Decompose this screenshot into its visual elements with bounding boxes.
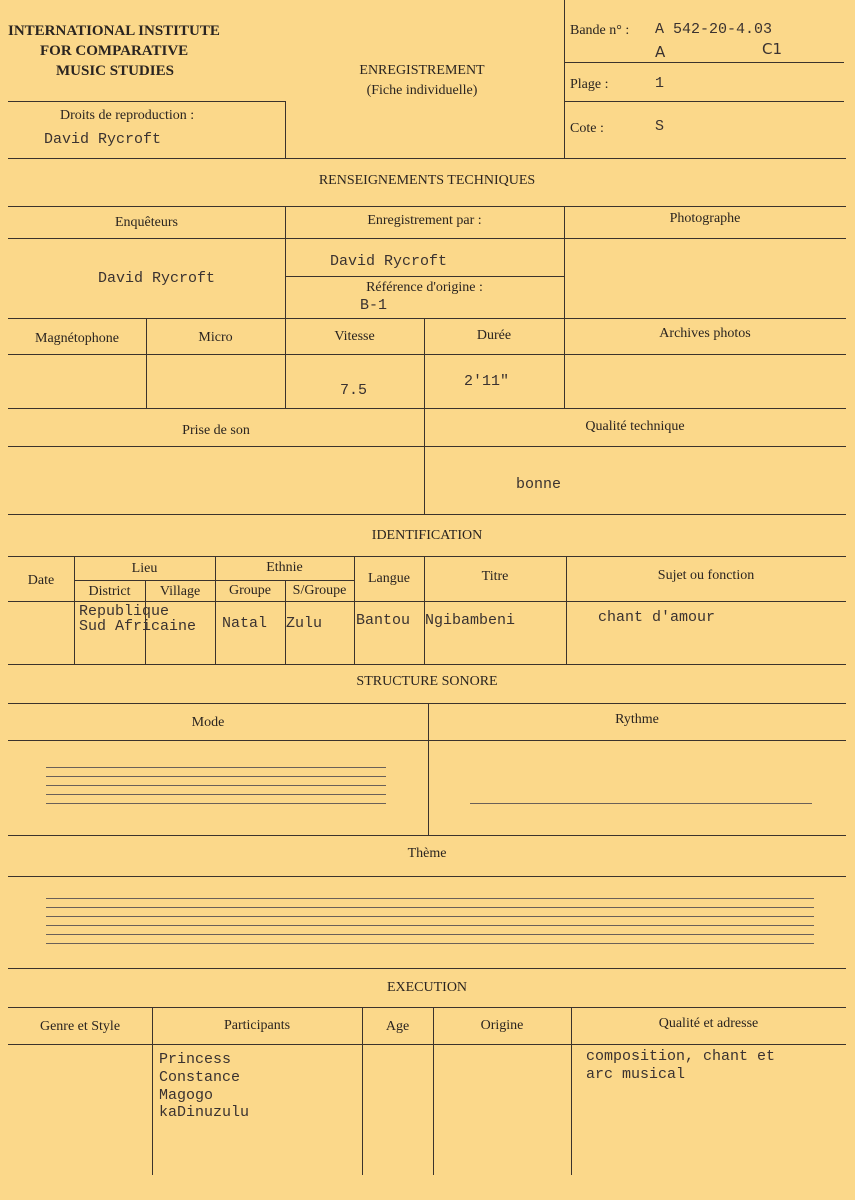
- rule: [8, 446, 846, 447]
- rule: [8, 158, 846, 159]
- titre-value: Ngibambeni: [425, 612, 516, 629]
- qualite-adresse-label: Qualité et adresse: [658, 1016, 759, 1031]
- blank-line: [46, 803, 386, 804]
- rule: [564, 101, 844, 102]
- reference-value: B-1: [360, 297, 388, 314]
- enqueteurs-label: Enquêteurs: [115, 215, 178, 230]
- rule: [8, 556, 846, 557]
- droits-value: David Rycroft: [44, 131, 162, 148]
- groupe-label: Groupe: [229, 583, 271, 598]
- structure-heading: STRUCTURE SONORE: [356, 674, 498, 689]
- form-subtitle: (Fiche individuelle): [366, 83, 478, 98]
- date-label: Date: [27, 573, 55, 588]
- qualite-adresse-line: arc musical: [586, 1066, 686, 1083]
- blank-line: [46, 934, 814, 935]
- droits-label: Droits de reproduction :: [60, 108, 195, 123]
- photographe-label: Photographe: [669, 211, 741, 226]
- rule: [8, 408, 846, 409]
- blank-line: [46, 916, 814, 917]
- cote-value: S: [655, 118, 665, 135]
- lieu-value-line1: Republique: [79, 603, 170, 620]
- rule: [8, 1044, 846, 1045]
- rule: [8, 740, 846, 741]
- origine-label: Origine: [480, 1018, 524, 1033]
- lieu-value-line2: Sud Africaine: [79, 618, 197, 635]
- institute-name-line3: MUSIC STUDIES: [56, 63, 174, 79]
- theme-label: Thème: [407, 846, 447, 861]
- blank-line: [46, 898, 814, 899]
- blank-line: [46, 794, 386, 795]
- enregistrement-label: Enregistrement par :: [367, 213, 482, 228]
- rule: [74, 580, 354, 581]
- blank-line: [46, 767, 386, 768]
- rule: [8, 664, 846, 665]
- rule: [571, 1007, 572, 1175]
- qualite-technique-value: bonne: [516, 476, 562, 493]
- duree-label: Durée: [476, 328, 512, 343]
- rule: [8, 206, 846, 207]
- vitesse-label: Vitesse: [334, 329, 375, 344]
- ethnie-label: Ethnie: [266, 560, 303, 575]
- sgroupe-label: S/Groupe: [292, 583, 347, 598]
- rythme-label: Rythme: [615, 712, 659, 727]
- groupe-value: Natal: [222, 615, 268, 632]
- plage-value: 1: [655, 75, 665, 92]
- rule: [8, 101, 286, 102]
- village-label: Village: [159, 584, 201, 599]
- genre-label: Genre et Style: [39, 1019, 121, 1034]
- rule: [564, 62, 844, 63]
- rule: [8, 601, 846, 602]
- reference-label: Référence d'origine :: [366, 280, 483, 295]
- mode-label: Mode: [191, 715, 225, 730]
- blank-line: [46, 925, 814, 926]
- institute-name-line1: INTERNATIONAL INSTITUTE: [8, 23, 220, 39]
- micro-label: Micro: [198, 330, 233, 345]
- duree-value: 2'11": [464, 373, 510, 390]
- rule: [8, 238, 846, 239]
- sujet-label: Sujet ou fonction: [657, 568, 755, 583]
- langue-label: Langue: [368, 571, 410, 586]
- blank-line: [46, 785, 386, 786]
- rule: [8, 1007, 846, 1008]
- rule: [8, 514, 846, 515]
- sujet-value: chant d'amour: [598, 609, 716, 626]
- blank-line: [46, 907, 814, 908]
- rule: [285, 101, 286, 159]
- rule: [8, 968, 846, 969]
- blank-line: [46, 776, 386, 777]
- qualite-adresse-line: composition, chant et: [586, 1048, 776, 1065]
- rule: [8, 876, 846, 877]
- qualite-technique-label: Qualité technique: [585, 419, 685, 434]
- archives-label: Archives photos: [659, 326, 751, 341]
- rule: [8, 703, 846, 704]
- participant-line: Magogo: [159, 1087, 214, 1104]
- vitesse-value: 7.5: [340, 382, 368, 399]
- bande-label: Bande n° :: [570, 23, 630, 38]
- enqueteurs-value: David Rycroft: [98, 270, 216, 287]
- langue-value: Bantou: [356, 612, 411, 629]
- enregistrement-value: David Rycroft: [330, 253, 448, 270]
- cote-label: Cote :: [570, 121, 604, 136]
- institute-name-line2: FOR COMPARATIVE: [40, 43, 189, 59]
- rule: [564, 0, 565, 158]
- participant-line: Constance: [159, 1069, 241, 1086]
- rule: [8, 835, 846, 836]
- execution-heading: EXECUTION: [386, 980, 468, 995]
- tech-heading: RENSEIGNEMENTS TECHNIQUES: [318, 173, 536, 188]
- age-label: Age: [385, 1019, 410, 1034]
- form-title: ENREGISTREMENT: [359, 63, 485, 78]
- rule: [8, 354, 846, 355]
- rule: [8, 318, 846, 319]
- district-label: District: [88, 584, 131, 599]
- participant-line: kaDinuzulu: [159, 1104, 250, 1121]
- sgroupe-value: Zulu: [286, 615, 323, 632]
- bande-value: A 542-20-4.03: [655, 21, 773, 38]
- rule: [285, 276, 564, 277]
- blank-line: [46, 943, 814, 944]
- magnetophone-label: Magnétophone: [35, 331, 119, 346]
- prise-label: Prise de son: [182, 423, 250, 438]
- titre-label: Titre: [481, 569, 509, 584]
- ident-heading: IDENTIFICATION: [371, 528, 483, 543]
- participants-label: Participants: [223, 1018, 291, 1033]
- lieu-label: Lieu: [131, 561, 158, 576]
- bande-handwritten-c: C1: [762, 40, 783, 58]
- blank-line: [470, 803, 812, 804]
- participant-line: Princess: [159, 1051, 232, 1068]
- bande-handwritten-a: A: [655, 43, 666, 61]
- plage-label: Plage :: [570, 77, 609, 92]
